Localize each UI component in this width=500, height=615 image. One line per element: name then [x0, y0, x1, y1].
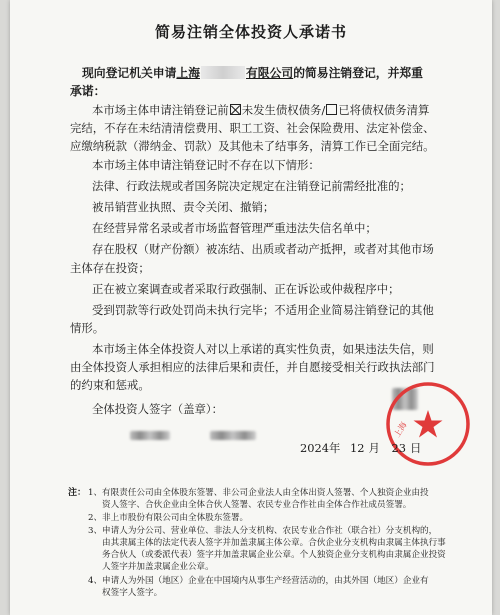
condition-item: 受到罚款等行政处罚尚未执行完毕；不适用企业简易注销登记的其他	[92, 303, 434, 317]
paragraph-1-line-1	[92, 103, 429, 118]
company-name	[176, 66, 293, 80]
note-line: 权签字人签字。	[102, 588, 163, 598]
company-name-suffix: 有限公司	[246, 66, 294, 80]
intro-text-end: 的简易注销登记，并郑重	[293, 66, 423, 80]
notes-label: 注：	[68, 488, 87, 498]
condition-item: 在经营异常名录或者市场监督管理严重违法失信名单中；	[92, 221, 377, 235]
condition-item: 正在被立案调查或者采取行政强制、正在诉讼或仲裁程序中；	[92, 282, 400, 296]
signature-date	[300, 441, 421, 456]
note-line: 3、申请人为分公司、营业单位、非法人分支机构、农民专业合作社（联合社）分支机构的，	[88, 526, 438, 536]
company-name-prefix: 上海	[176, 66, 200, 80]
paragraph-1-line-2: 完结，不存在未结清清偿费用、职工工资、社会保险费用、法定补偿金、	[70, 121, 435, 135]
condition-item: 主体存在投资；	[70, 261, 150, 275]
p1-text-c: 已将债权债务清算	[338, 103, 430, 117]
paragraph-2: 本市场主体申请注销登记时不存在以下情形：	[92, 158, 320, 172]
p1-text-b: 未发生债权债务/	[241, 103, 326, 117]
date-day-unit: 日	[410, 441, 422, 455]
date-year: 2024年	[300, 441, 341, 455]
seal-text: 上海	[392, 420, 409, 439]
date-month-unit: 月	[368, 441, 380, 455]
redacted-signature	[130, 431, 170, 440]
condition-item: 情形。	[70, 321, 105, 335]
intro-text: 现向登记机关申请	[82, 66, 177, 80]
document-title: 简易注销全体投资人承诺书	[154, 23, 347, 41]
note-line: 人签字并加盖隶属企业公章。	[102, 562, 214, 572]
document-page	[10, 0, 492, 615]
signature-label: 全体投资人签字（盖章）：	[92, 402, 223, 416]
condition-item: 被吊销营业执照、责令关闭、撤销；	[92, 200, 275, 214]
note-line: 务合伙人（或委派代表）签字并加盖隶属企业公章。个人独资企业分支机构由隶属企业投资	[102, 550, 446, 560]
note-line: 由其隶属主体的法定代表人签字并加盖隶属主体公章。合伙企业分支机构由隶属主体执行事	[102, 538, 446, 548]
paragraph-3-line-3: 的约束和惩戒。	[70, 378, 150, 392]
note-line: 资人签字、合伙企业由全体合伙人签署、农民专业合作社由全体合作社成员签署。	[102, 500, 412, 510]
checked-box-icon	[230, 104, 241, 115]
condition-item: 存在股权（财产份额）被冻结、出质或者动产抵押，或者对其他市场	[92, 242, 434, 256]
promise-label: 承诺：	[70, 84, 106, 98]
date-month: 12	[350, 441, 365, 455]
note-line: 4、申请人为外国（地区）企业在中国境内从事生产经营活动的，由其外国（地区）企业有	[88, 576, 429, 586]
note-line: 2、非上市股份有限公司由全体股东签署。	[88, 513, 249, 523]
redaction-mark	[201, 66, 245, 79]
redacted-signature	[210, 431, 256, 440]
paragraph-1-line-3: 应缴纳税款（滞纳金、罚款）及其他未了结事务，清算工作已全面完结。	[70, 139, 435, 153]
note-line: 1、有限责任公司由全体股东签署、非公司企业法人由全体出资人签署、个人独资企业由投	[88, 488, 429, 498]
intro-line	[82, 66, 423, 81]
empty-box-icon	[326, 104, 337, 115]
paragraph-3-line-1: 本市场主体全体投资人对以上承诺的真实性负责，如果违法失信，则	[92, 342, 434, 356]
condition-item: 法律、行政法规或者国务院决定规定在注销登记前需经批准的；	[92, 179, 411, 193]
p1-text-a: 本市场主体申请注销登记前	[92, 103, 229, 117]
date-day: 23	[391, 441, 407, 455]
paragraph-3-line-2: 由全体投资人承担相应的法律后果和责任，并自愿接受相关行政执法部门	[70, 360, 435, 374]
